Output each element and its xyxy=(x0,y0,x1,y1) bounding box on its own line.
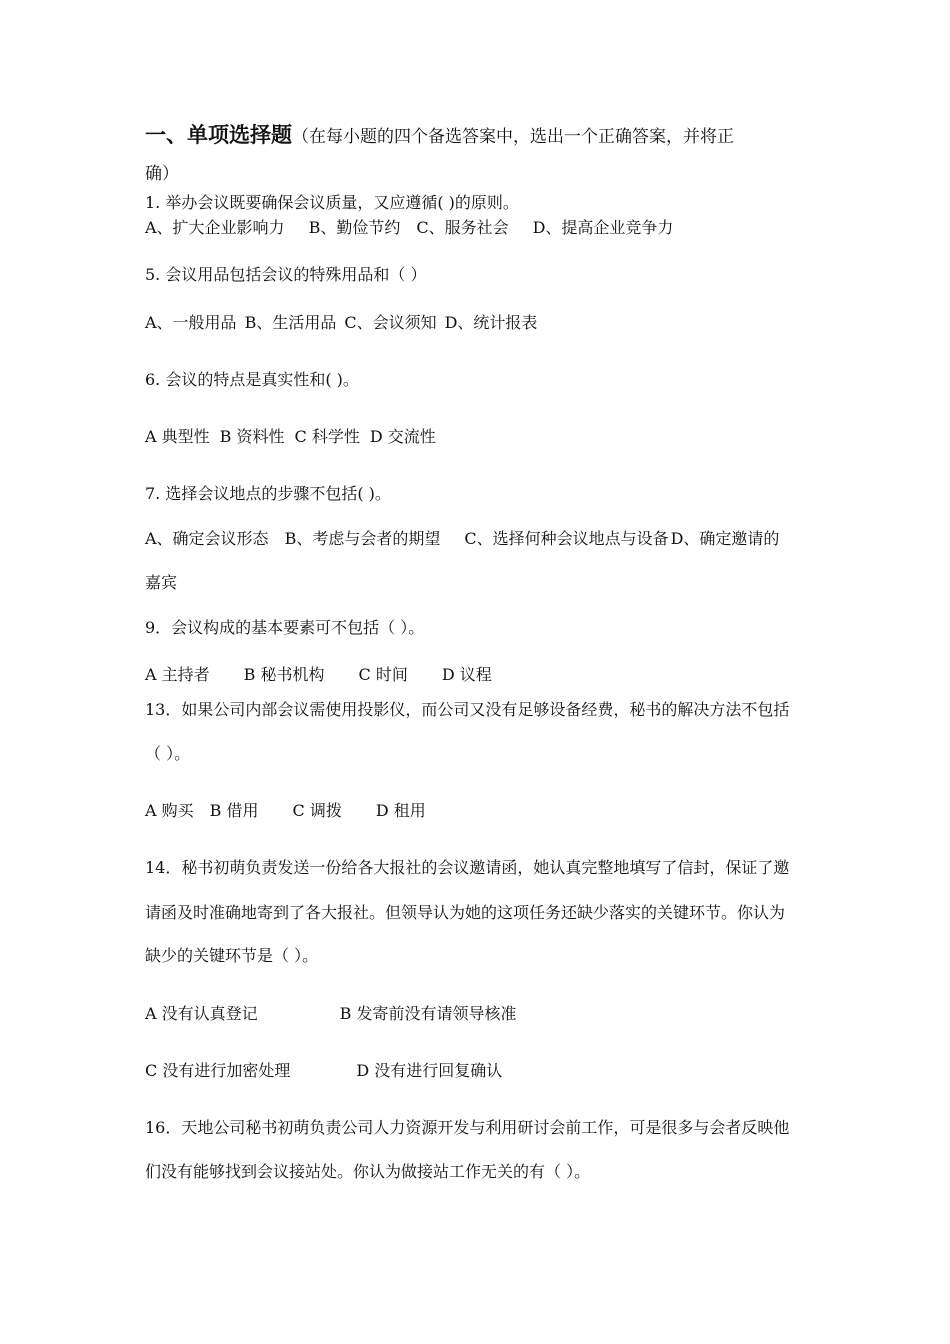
option-d: D 议程 xyxy=(441,665,492,684)
section-heading xyxy=(145,125,734,147)
question-stem-cont: （ ）。 xyxy=(145,744,191,763)
question-stem: 6. 会议的特点是真实性和( )。 xyxy=(145,370,359,389)
option-d: D、统计报表 xyxy=(444,313,538,332)
option-a: A 没有认真登记 xyxy=(145,1004,258,1023)
option-c: C、服务社会 xyxy=(416,218,509,237)
option-d: D 没有进行回复确认 xyxy=(356,1061,503,1080)
option-b: B、生活用品 xyxy=(244,313,337,332)
option-a: A、确定会议形态 xyxy=(145,529,269,548)
option-d: D 交流性 xyxy=(369,427,436,446)
option-d: D、提高企业竞争力 xyxy=(532,218,674,237)
option-b: B 发寄前没有请领导核准 xyxy=(339,1004,517,1023)
question-options xyxy=(145,801,426,821)
question-options xyxy=(145,665,492,685)
section-title: 一、单项选择题 xyxy=(145,123,292,147)
option-c: C 时间 xyxy=(358,665,408,684)
question-stem-cont: 们没有能够找到会议接站处。你认为做接站工作无关的有（ ）。 xyxy=(145,1162,591,1181)
question-options-cont: 嘉宾 xyxy=(145,573,178,592)
option-c: C、会议须知 xyxy=(344,313,437,332)
question-options xyxy=(145,427,436,447)
question-stem: 16．天地公司秘书初萌负责公司人力资源开发与利用研讨会前工作，可是很多与会者反映他 xyxy=(145,1118,790,1137)
option-b: B 借用 xyxy=(209,801,259,820)
option-a: A、一般用品 xyxy=(145,313,237,332)
option-a: A 主持者 xyxy=(145,665,210,684)
question-stem-cont: 请函及时准确地寄到了各大报社。但领导认为她的这项任务还缺少落实的关键环节。你认为 xyxy=(145,903,786,922)
question-options xyxy=(145,529,779,549)
option-c: C 没有进行加密处理 xyxy=(145,1061,291,1080)
question-stem: 5. 会议用品包括会议的特殊用品和（ ） xyxy=(145,265,427,284)
option-b: B、考虑与会者的期望 xyxy=(284,529,441,548)
question-options xyxy=(145,218,673,238)
question-options xyxy=(145,313,537,333)
option-d: D、确定邀请的 xyxy=(670,529,780,548)
question-stem: 1. 举办会议既要确保会议质量，又应遵循( )的原则。 xyxy=(145,193,519,212)
option-a: A、扩大企业影响力 xyxy=(145,218,285,237)
option-c: C、选择何种会议地点与设备 xyxy=(464,529,669,548)
question-stem: 7. 选择会议地点的步骤不包括( )。 xyxy=(145,484,391,503)
question-stem: 14．秘书初萌负责发送一份给各大报社的会议邀请函，她认真完整地填写了信封，保证了邀 xyxy=(145,858,790,877)
question-options xyxy=(145,1004,517,1024)
option-b: B、勤俭节约 xyxy=(308,218,401,237)
option-a: A 典型性 xyxy=(145,427,210,446)
section-instructions-cont: 确） xyxy=(145,164,179,184)
question-stem: 13．如果公司内部会议需使用投影仪，而公司又没有足够设备经费，秘书的解决方法不包括 xyxy=(145,700,790,719)
question-options xyxy=(145,1061,502,1081)
option-b: B 秘书机构 xyxy=(243,665,325,684)
question-stem: 9．会议构成的基本要素可不包括（ ）。 xyxy=(145,618,425,637)
option-b: B 资料性 xyxy=(219,427,285,446)
option-d: D 租用 xyxy=(375,801,426,820)
option-a: A 购买 xyxy=(145,801,194,820)
section-instructions: （在每小题的四个备选答案中，选出一个正确答案，并将正 xyxy=(292,127,734,147)
question-stem-cont2: 缺少的关键环节是（ ）。 xyxy=(145,946,319,965)
option-c: C 调拨 xyxy=(292,801,342,820)
option-c: C 科学性 xyxy=(294,427,360,446)
